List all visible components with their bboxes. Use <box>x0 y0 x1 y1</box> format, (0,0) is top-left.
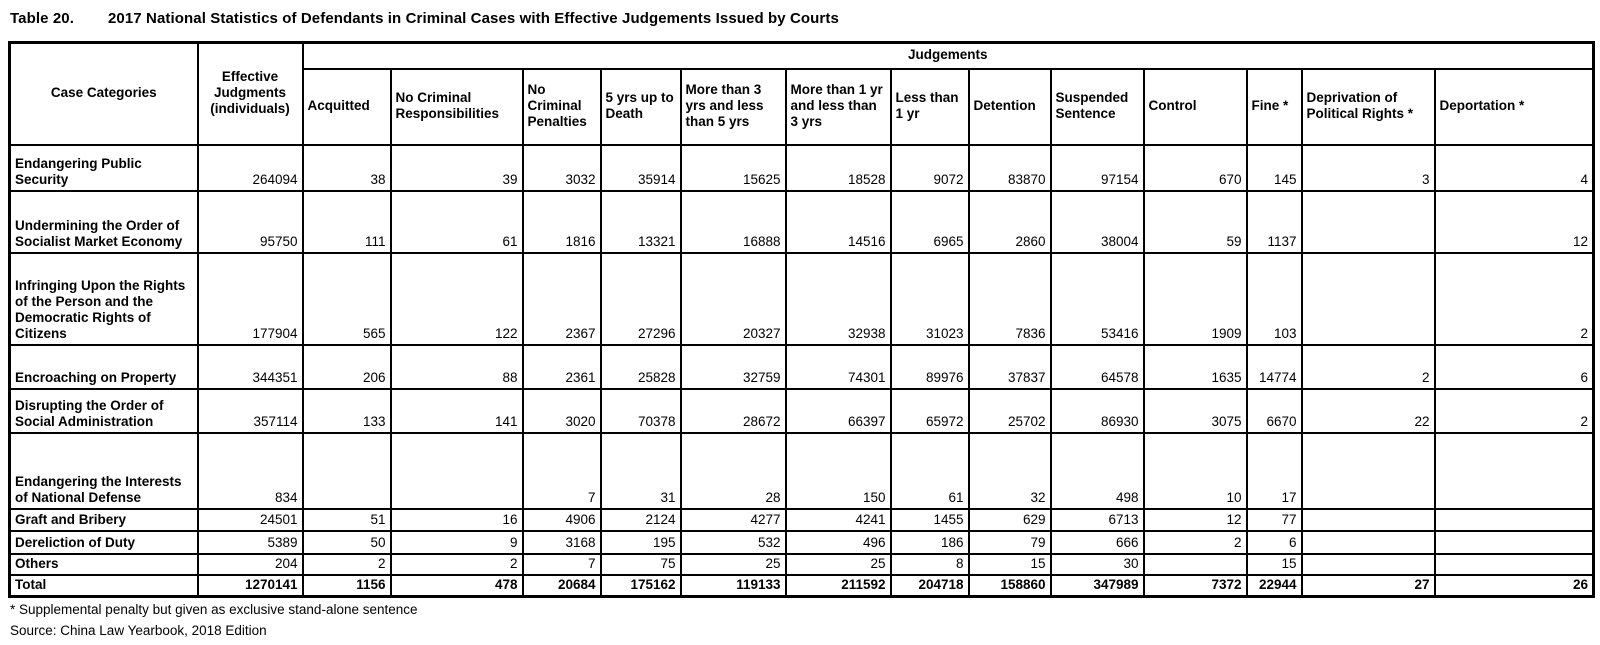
value-cell: 15 <box>969 554 1051 575</box>
value-cell: 2 <box>1435 389 1594 433</box>
value-cell: 1635 <box>1144 345 1247 389</box>
value-cell: 6965 <box>891 191 969 253</box>
header-case-categories: Case Categories <box>10 43 198 145</box>
value-cell: 89976 <box>891 345 969 389</box>
value-cell: 3020 <box>523 389 601 433</box>
value-cell <box>1144 554 1247 575</box>
value-cell: 25 <box>681 554 786 575</box>
statistics-table <box>8 41 1595 598</box>
value-cell: 7372 <box>1144 575 1247 597</box>
value-cell <box>1302 253 1435 345</box>
value-cell: 2 <box>303 554 391 575</box>
value-cell: 3075 <box>1144 389 1247 433</box>
column-header: More than 1 yr and less than 3 yrs <box>786 69 891 145</box>
value-cell: 357114 <box>198 389 303 433</box>
value-cell: 4277 <box>681 509 786 531</box>
value-cell: 3168 <box>523 531 601 554</box>
table-row <box>10 509 1594 531</box>
column-header: Suspended Sentence <box>1051 69 1144 145</box>
value-cell <box>1302 191 1435 253</box>
value-cell: 22 <box>1302 389 1435 433</box>
column-header: No Criminal Penalties <box>523 69 601 145</box>
value-cell: 204 <box>198 554 303 575</box>
value-cell: 532 <box>681 531 786 554</box>
group-header-row <box>10 43 1594 69</box>
value-cell: 50 <box>303 531 391 554</box>
value-cell <box>303 433 391 509</box>
footnote-source: Source: China Law Yearbook, 2018 Edition <box>10 623 267 638</box>
value-cell: 14516 <box>786 191 891 253</box>
value-cell: 22944 <box>1247 575 1302 597</box>
column-header: Acquitted <box>303 69 391 145</box>
category-cell: Disrupting the Order of Social Administration <box>10 389 198 433</box>
value-cell: 66397 <box>786 389 891 433</box>
value-cell: 32759 <box>681 345 786 389</box>
value-cell: 83870 <box>969 145 1051 191</box>
value-cell: 16 <box>391 509 523 531</box>
value-cell: 32938 <box>786 253 891 345</box>
table-row <box>10 433 1594 509</box>
value-cell: 1270141 <box>198 575 303 597</box>
value-cell: 86930 <box>1051 389 1144 433</box>
value-cell: 6 <box>1435 345 1594 389</box>
table-row <box>10 191 1594 253</box>
value-cell: 2367 <box>523 253 601 345</box>
value-cell: 25 <box>786 554 891 575</box>
value-cell: 79 <box>969 531 1051 554</box>
category-cell: Undermining the Order of Socialist Market Economy <box>10 191 198 253</box>
value-cell: 204718 <box>891 575 969 597</box>
value-cell: 141 <box>391 389 523 433</box>
value-cell: 51 <box>303 509 391 531</box>
value-cell: 15 <box>1247 554 1302 575</box>
category-cell: Others <box>10 554 198 575</box>
value-cell: 24501 <box>198 509 303 531</box>
value-cell: 629 <box>969 509 1051 531</box>
value-cell: 97154 <box>1051 145 1144 191</box>
value-cell: 14774 <box>1247 345 1302 389</box>
value-cell: 264094 <box>198 145 303 191</box>
value-cell: 38 <box>303 145 391 191</box>
value-cell: 37837 <box>969 345 1051 389</box>
value-cell: 20684 <box>523 575 601 597</box>
value-cell: 26 <box>1435 575 1594 597</box>
value-cell: 38004 <box>1051 191 1144 253</box>
value-cell: 195 <box>601 531 681 554</box>
value-cell: 25702 <box>969 389 1051 433</box>
value-cell: 65972 <box>891 389 969 433</box>
column-header: No Criminal Responsibilities <box>391 69 523 145</box>
value-cell: 158860 <box>969 575 1051 597</box>
value-cell: 7 <box>523 433 601 509</box>
value-cell: 7 <box>523 554 601 575</box>
category-cell: Endangering Public Security <box>10 145 198 191</box>
value-cell: 10 <box>1144 433 1247 509</box>
value-cell: 32 <box>969 433 1051 509</box>
value-cell: 75 <box>601 554 681 575</box>
table-row <box>10 531 1594 554</box>
value-cell: 2 <box>1144 531 1247 554</box>
value-cell: 2 <box>1435 253 1594 345</box>
value-cell: 2361 <box>523 345 601 389</box>
value-cell: 39 <box>391 145 523 191</box>
value-cell: 177904 <box>198 253 303 345</box>
value-cell: 15625 <box>681 145 786 191</box>
value-cell: 31023 <box>891 253 969 345</box>
table-body <box>10 145 1594 597</box>
column-header: Control <box>1144 69 1247 145</box>
value-cell: 61 <box>391 191 523 253</box>
value-cell: 53416 <box>1051 253 1144 345</box>
value-cell: 95750 <box>198 191 303 253</box>
value-cell: 145 <box>1247 145 1302 191</box>
value-cell: 150 <box>786 433 891 509</box>
value-cell <box>391 433 523 509</box>
table-title-text: 2017 National Statistics of Defendants in Criminal Cases with Effective Judgements Issued by Courts <box>107 10 839 27</box>
value-cell: 186 <box>891 531 969 554</box>
value-cell: 9 <box>391 531 523 554</box>
value-cell: 61 <box>891 433 969 509</box>
footnotes <box>8 602 1592 638</box>
value-cell: 77 <box>1247 509 1302 531</box>
value-cell: 478 <box>391 575 523 597</box>
value-cell: 1156 <box>303 575 391 597</box>
column-header: Detention <box>969 69 1051 145</box>
value-cell: 20327 <box>681 253 786 345</box>
value-cell: 6713 <box>1051 509 1144 531</box>
value-cell: 18528 <box>786 145 891 191</box>
category-cell: Infringing Upon the Rights of the Person and the Democratic Rights of Citizens <box>10 253 198 345</box>
value-cell: 9072 <box>891 145 969 191</box>
value-cell: 2124 <box>601 509 681 531</box>
header-effective-judgments: Effective Judgments (individuals) <box>198 43 303 145</box>
header-judgements-group: Judgements <box>303 43 1594 69</box>
value-cell: 7836 <box>969 253 1051 345</box>
value-cell: 4241 <box>786 509 891 531</box>
value-cell: 122 <box>391 253 523 345</box>
value-cell: 13321 <box>601 191 681 253</box>
table-row <box>10 345 1594 389</box>
value-cell: 3032 <box>523 145 601 191</box>
value-cell: 344351 <box>198 345 303 389</box>
table-title <box>10 10 1592 27</box>
category-cell: Graft and Bribery <box>10 509 198 531</box>
value-cell: 1137 <box>1247 191 1302 253</box>
value-cell: 59 <box>1144 191 1247 253</box>
value-cell: 133 <box>303 389 391 433</box>
column-header: Deportation * <box>1435 69 1594 145</box>
table-number-label: Table 20. <box>10 10 74 27</box>
category-cell: Total <box>10 575 198 597</box>
value-cell <box>1302 554 1435 575</box>
value-cell: 666 <box>1051 531 1144 554</box>
column-header: Fine * <box>1247 69 1302 145</box>
value-cell: 27296 <box>601 253 681 345</box>
value-cell: 16888 <box>681 191 786 253</box>
value-cell: 31 <box>601 433 681 509</box>
category-cell: Dereliction of Duty <box>10 531 198 554</box>
value-cell: 64578 <box>1051 345 1144 389</box>
value-cell: 12 <box>1435 191 1594 253</box>
value-cell: 670 <box>1144 145 1247 191</box>
value-cell <box>1435 433 1594 509</box>
value-cell: 2 <box>391 554 523 575</box>
value-cell: 347989 <box>1051 575 1144 597</box>
value-cell <box>1435 531 1594 554</box>
value-cell: 206 <box>303 345 391 389</box>
value-cell: 6670 <box>1247 389 1302 433</box>
value-cell: 3 <box>1302 145 1435 191</box>
table-row <box>10 253 1594 345</box>
column-header: Less than 1 yr <box>891 69 969 145</box>
value-cell: 1909 <box>1144 253 1247 345</box>
value-cell: 74301 <box>786 345 891 389</box>
value-cell: 27 <box>1302 575 1435 597</box>
value-cell: 70378 <box>601 389 681 433</box>
value-cell <box>1435 554 1594 575</box>
value-cell: 35914 <box>601 145 681 191</box>
value-cell: 8 <box>891 554 969 575</box>
value-cell: 565 <box>303 253 391 345</box>
value-cell: 496 <box>786 531 891 554</box>
value-cell: 211592 <box>786 575 891 597</box>
column-header: 5 yrs up to Death <box>601 69 681 145</box>
value-cell: 119133 <box>681 575 786 597</box>
value-cell: 88 <box>391 345 523 389</box>
column-header: Deprivation of Political Rights * <box>1302 69 1435 145</box>
footnote-asterisk: * Supplemental penalty but given as exclusive stand-alone sentence <box>10 602 418 617</box>
value-cell <box>1302 433 1435 509</box>
value-cell: 1455 <box>891 509 969 531</box>
value-cell: 1816 <box>523 191 601 253</box>
value-cell: 834 <box>198 433 303 509</box>
category-cell: Endangering the Interests of National Defense <box>10 433 198 509</box>
category-cell: Encroaching on Property <box>10 345 198 389</box>
table-row <box>10 145 1594 191</box>
value-cell: 6 <box>1247 531 1302 554</box>
value-cell <box>1302 531 1435 554</box>
value-cell: 4 <box>1435 145 1594 191</box>
value-cell: 111 <box>303 191 391 253</box>
value-cell: 175162 <box>601 575 681 597</box>
value-cell: 30 <box>1051 554 1144 575</box>
value-cell: 25828 <box>601 345 681 389</box>
value-cell: 4906 <box>523 509 601 531</box>
value-cell: 2 <box>1302 345 1435 389</box>
value-cell <box>1435 509 1594 531</box>
value-cell: 17 <box>1247 433 1302 509</box>
value-cell: 2860 <box>969 191 1051 253</box>
value-cell: 28 <box>681 433 786 509</box>
value-cell: 5389 <box>198 531 303 554</box>
table-row <box>10 554 1594 575</box>
value-cell: 498 <box>1051 433 1144 509</box>
value-cell <box>1302 509 1435 531</box>
table-row <box>10 389 1594 433</box>
total-row <box>10 575 1594 597</box>
value-cell: 28672 <box>681 389 786 433</box>
value-cell: 12 <box>1144 509 1247 531</box>
column-header: More than 3 yrs and less than 5 yrs <box>681 69 786 145</box>
value-cell: 103 <box>1247 253 1302 345</box>
